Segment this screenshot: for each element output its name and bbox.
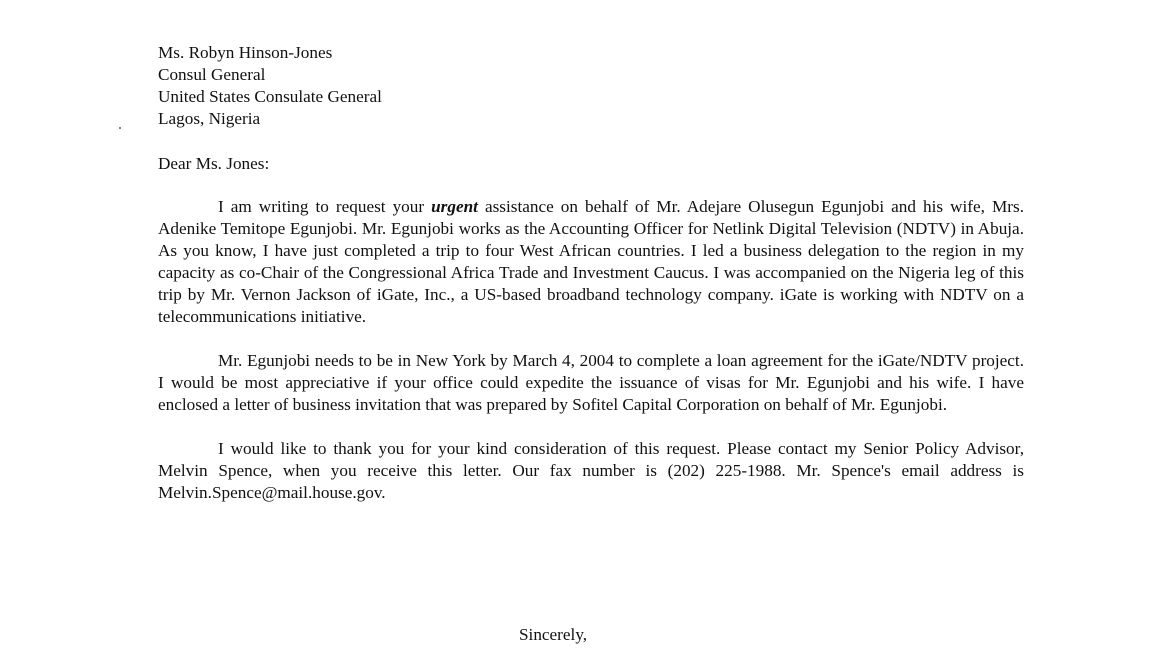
closing: Sincerely, <box>519 625 588 644</box>
salutation: Dear Ms. Jones: <box>158 154 270 173</box>
scan-speck <box>119 127 121 129</box>
recipient-name: Ms. Robyn Hinson-Jones <box>158 43 333 62</box>
recipient-address <box>158 42 1024 130</box>
recipient-organization: United States Consulate General <box>158 87 382 106</box>
paragraph-request-body: assistance on behalf of Mr. Adejare Olusegun Egunjobi and his wife, Mrs. Adenike Temitope Egunjobi. Mr. Egunjobi works as the Accounting Officer for Netlink Digital Television (NDTV) in Abuja. As you know, I have just completed a trip to four West African countries. I led a business delegation to the region in my capacity as co-Chair of the Congressional Africa Trade and Investment Caucus. I was accompanied on the Nigeria leg of this trip by Mr. Vernon Jackson of iGate, Inc., a US-based broadband technology company. iGate is working with NDTV on a telecommunications initiative. <box>158 197 1024 326</box>
paragraph-request-emphasis: urgent <box>431 197 478 216</box>
recipient-location: Lagos, Nigeria <box>158 109 261 128</box>
paragraph-contact: I would like to thank you for your kind consideration of this request. Please contact my Senior Policy Advisor, Melvin Spence, when you receive this letter. Our fax number is (202) 225-1988. Mr. Spence's email address is Melvin.Spence@mail.house.gov. <box>158 439 1024 502</box>
paragraph-visa: Mr. Egunjobi needs to be in New York by March 4, 2004 to complete a loan agreement for the iGate/NDTV project. I would be most appreciative if your office could expedite the issuance of visas for Mr. Egunjobi and his wife. I have enclosed a letter of business invitation that was prepared by Sofitel Capital Corporation on behalf of Mr. Egunjobi. <box>158 351 1024 414</box>
letter-body <box>158 42 1024 521</box>
recipient-title: Consul General <box>158 65 266 84</box>
paragraph-request <box>158 196 1024 328</box>
paragraph-request-lead: I am writing to request your <box>218 197 432 216</box>
